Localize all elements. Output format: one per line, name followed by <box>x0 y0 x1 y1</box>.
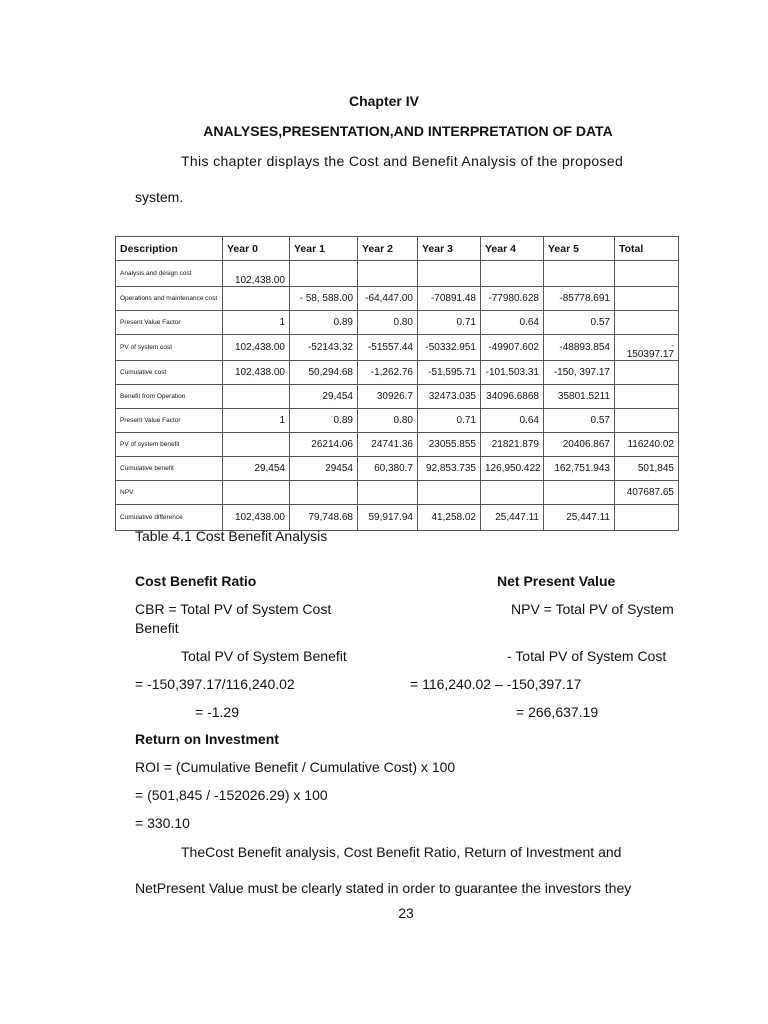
table-cell <box>544 261 615 287</box>
table-header-row <box>116 237 679 261</box>
table-cell: -101,503.31 <box>481 361 544 385</box>
table-cell: 59,917.94 <box>358 505 418 531</box>
table-cell <box>290 481 358 505</box>
table-cell: 0.89 <box>290 311 358 335</box>
table-cell: -1,262.76 <box>358 361 418 385</box>
table-cell: 102,438.00 <box>223 335 290 361</box>
table-header-cell: Year 0 <box>223 237 290 261</box>
cbr-title: Cost Benefit Ratio <box>135 573 257 589</box>
table-cell: 30926.7 <box>358 385 418 409</box>
roi-formula: ROI = (Cumulative Benefit / Cumulative Cost) x 100 <box>135 759 456 775</box>
table-cell: - 58, 588.00 <box>290 287 358 311</box>
table-cell: 34096.6868 <box>481 385 544 409</box>
table-cell: -85778.691 <box>544 287 615 311</box>
table-cell <box>481 261 544 287</box>
table-cell: -49907.602 <box>481 335 544 361</box>
table-cell: 1 <box>223 409 290 433</box>
table-cell: 32473.035 <box>418 385 481 409</box>
table-cell: 60,380.7 <box>358 457 418 481</box>
table-cell: 0.89 <box>290 409 358 433</box>
table-cell: 24741.36 <box>358 433 418 457</box>
table-cell: -77980.628 <box>481 287 544 311</box>
table-cell <box>358 481 418 505</box>
table-cell: 0.64 <box>481 409 544 433</box>
total-dash-mark: - <box>671 341 674 350</box>
npv-calculation: = 116,240.02 – -150,397.17 <box>410 676 582 692</box>
table-cell: 1 <box>223 311 290 335</box>
pv-cost-total-cell <box>615 335 679 361</box>
table-header-cell: Year 5 <box>544 237 615 261</box>
table-cell: -70891.48 <box>418 287 481 311</box>
table-row <box>116 433 679 457</box>
table-cell: PV of system cost <box>116 335 223 361</box>
table-cell: 25,447.11 <box>481 505 544 531</box>
table-cell: 126,950.422 <box>481 457 544 481</box>
table-cell <box>223 385 290 409</box>
chapter-heading: ANALYSES,PRESENTATION,AND INTERPRETATION OF DATA <box>203 123 613 139</box>
closing-line-1: TheCost Benefit analysis, Cost Benefit Ratio, Return of Investment and <box>181 844 622 860</box>
table-cell: -51557.44 <box>358 335 418 361</box>
cbr-calculation: = -150,397.17/116,240.02 <box>135 676 295 692</box>
intro-line-2: system. <box>135 189 184 205</box>
table-cell: Present Value Factor <box>116 311 223 335</box>
table-cell: 102,438.00 <box>223 261 290 287</box>
npv-title: Net Present Value <box>497 573 616 589</box>
table-caption: Table 4.1 Cost Benefit Analysis <box>135 528 328 544</box>
table-cell: 102,438.00 <box>223 505 290 531</box>
table-cell: 92,853.735 <box>418 457 481 481</box>
table-cell <box>615 505 679 531</box>
table-cell: 35801.5211 <box>544 385 615 409</box>
table-cell: -51,595.71 <box>418 361 481 385</box>
table-cell: 116240.02 <box>615 433 679 457</box>
table-cell <box>615 361 679 385</box>
table-cell: 50,294.68 <box>290 361 358 385</box>
cbr-formula: CBR = Total PV of System Cost <box>135 601 332 617</box>
table-row <box>116 481 679 505</box>
table-header-cell: Total <box>615 237 679 261</box>
table-cell: -150, 397.17 <box>544 361 615 385</box>
table-row <box>116 335 679 361</box>
table-cell <box>481 481 544 505</box>
table-cell: 23055.855 <box>418 433 481 457</box>
table-cell: 41,258.02 <box>418 505 481 531</box>
npv-minus-line: - Total PV of System Cost <box>507 648 667 664</box>
table-row <box>116 287 679 311</box>
table-cell <box>615 385 679 409</box>
table-cell: 29,454 <box>223 457 290 481</box>
table-cell: PV of system benefit <box>116 433 223 457</box>
roi-calculation: = (501,845 / -152026.29) x 100 <box>135 787 328 803</box>
table-row <box>116 385 679 409</box>
table-cell <box>290 261 358 287</box>
table-cell <box>615 311 679 335</box>
table-row <box>116 457 679 481</box>
table-cell: -50332.951 <box>418 335 481 361</box>
table-cell <box>418 261 481 287</box>
table-cell <box>418 481 481 505</box>
table-cell <box>223 287 290 311</box>
table-cell: 0.71 <box>418 311 481 335</box>
table-cell: 501,845 <box>615 457 679 481</box>
table-cell: 26214.06 <box>290 433 358 457</box>
table-header-cell: Year 1 <box>290 237 358 261</box>
table-cell: Operations and maintenance cost <box>116 287 223 311</box>
table-header-cell: Year 3 <box>418 237 481 261</box>
cbr-result: = -1.29 <box>195 704 239 720</box>
table-cell: -64,447.00 <box>358 287 418 311</box>
table-header-cell: Year 2 <box>358 237 418 261</box>
table-cell: 29454 <box>290 457 358 481</box>
table-cell: 29,454 <box>290 385 358 409</box>
table-cell: 102,438.00 <box>223 361 290 385</box>
table-cell: 25,447.11 <box>544 505 615 531</box>
table-cell: 79,748.68 <box>290 505 358 531</box>
table-cell: Cumulative cost <box>116 361 223 385</box>
cbr-formula-cont: Benefit <box>135 620 179 636</box>
table-cell: 0.80 <box>358 311 418 335</box>
table-cell: 21821.879 <box>481 433 544 457</box>
table-cell: 407687.65 <box>615 481 679 505</box>
table-cell: Cumulative difference <box>116 505 223 531</box>
table-cell: Benefit from Operation <box>116 385 223 409</box>
table-cell <box>615 261 679 287</box>
table-cell <box>615 287 679 311</box>
table-cell: 20406.867 <box>544 433 615 457</box>
table-cell: NPV <box>116 481 223 505</box>
table-cell-value: 150397.17 <box>626 349 674 360</box>
chapter-label: Chapter IV <box>348 93 419 109</box>
table-cell <box>223 481 290 505</box>
table-header-cell: Year 4 <box>481 237 544 261</box>
table-cell: -52143.32 <box>290 335 358 361</box>
npv-formula: NPV = Total PV of System <box>511 601 674 617</box>
closing-line-2: NetPresent Value must be clearly stated in order to guarantee the investors they <box>135 880 632 896</box>
table-cell: 0.71 <box>418 409 481 433</box>
table-row <box>116 409 679 433</box>
table-cell: Cumulative benefit <box>116 457 223 481</box>
table-header-cell: Description <box>116 237 223 261</box>
table-cell: Analysis and design cost <box>116 261 223 287</box>
cbr-denominator: Total PV of System Benefit <box>181 648 347 664</box>
table-cell <box>358 261 418 287</box>
intro-line-1: This chapter displays the Cost and Benefit Analysis of the proposed <box>181 153 624 169</box>
roi-result: = 330.10 <box>135 815 190 831</box>
table-cell: 162,751.943 <box>544 457 615 481</box>
table-cell <box>615 409 679 433</box>
page-number: 23 <box>398 905 414 921</box>
table-row <box>116 261 679 287</box>
table-cell: 0.64 <box>481 311 544 335</box>
table-cell: 0.57 <box>544 311 615 335</box>
table-row <box>116 361 679 385</box>
table-cell: 0.57 <box>544 409 615 433</box>
cost-benefit-table <box>115 236 679 531</box>
table-cell: Present Value Factor <box>116 409 223 433</box>
npv-result: = 266,637.19 <box>516 704 599 720</box>
table-cell <box>544 481 615 505</box>
table-row <box>116 311 679 335</box>
table-cell <box>223 433 290 457</box>
table-cell: -48893.854 <box>544 335 615 361</box>
table-cell: 0.80 <box>358 409 418 433</box>
roi-title: Return on Investment <box>135 731 279 747</box>
